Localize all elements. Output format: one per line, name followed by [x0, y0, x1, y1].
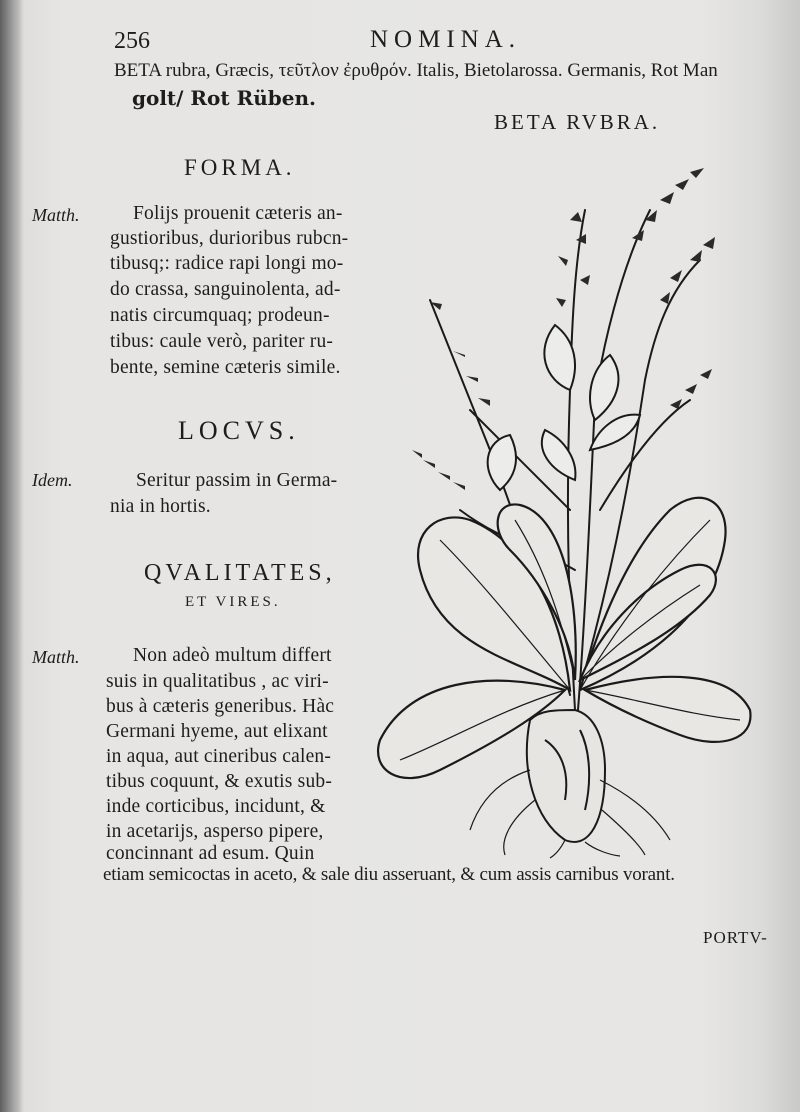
page-number: 256	[114, 28, 150, 54]
page-gutter-shadow	[0, 0, 24, 1112]
qualitates-line: Non adeò multum differt	[133, 645, 332, 666]
forma-line: Folijs prouenit cæteris an-	[133, 203, 343, 224]
forma-line: tibus: caule verò, pariter ru-	[110, 331, 334, 352]
forma-line: bente, semine cæteris simile.	[110, 357, 341, 378]
forma-line: tibusq;: radice rapi longi mo-	[110, 253, 344, 274]
qualitates-line: suis in qualitatibus , ac viri-	[106, 671, 329, 692]
qualitates-line: inde corticibus, incidunt, &	[106, 796, 326, 817]
beta-rubra-woodcut-illustration	[370, 150, 760, 860]
locus-line: nia in hortis.	[110, 496, 211, 517]
margin-note-forma: Matth.	[32, 205, 80, 225]
section-heading-locus: LOCVS.	[178, 416, 300, 445]
qualitates-line: bus à cæteris generibus. Hàc	[106, 696, 335, 717]
forma-line: natis circumquaq; prodeun-	[110, 305, 330, 326]
margin-note-locus: Idem.	[32, 470, 73, 490]
section-subheading-vires: ET VIRES.	[185, 594, 281, 610]
section-heading-forma: FORMA.	[184, 155, 296, 180]
qualitates-line: Germani hyeme, aut elixant	[106, 721, 328, 742]
figure-caption: BETA RVBRA.	[494, 110, 661, 134]
nomina-line-2: golt/ Rot Rüben.	[132, 86, 316, 110]
forma-line: gustioribus, durioribus rubcn-	[110, 228, 349, 249]
running-title: NOMINA.	[370, 26, 522, 53]
qualitates-last-line: etiam semicoctas in aceto, & sale diu asseruant, & cum assis carnibus vorant.	[103, 864, 675, 885]
qualitates-line: concinnant ad esum. Quin	[106, 843, 315, 864]
margin-note-qualitates: Matth.	[32, 647, 80, 667]
section-heading-qualitates: QVALITATES,	[144, 560, 336, 586]
qualitates-line: tibus coquunt, & exutis sub-	[106, 771, 333, 792]
nomina-line-1: BETA rubra, Græcis, τεῦτλον ἐρυθρόν. Italis, Bietolarossa. Germanis, Rot Man	[114, 60, 718, 81]
qualitates-line: in aqua, aut cineribus calen-	[106, 746, 332, 767]
locus-line: Seritur passim in Germa-	[136, 470, 338, 491]
qualitates-line: in acetarijs, asperso pipere,	[106, 821, 324, 842]
forma-line: do crassa, sanguinolenta, ad-	[110, 279, 341, 300]
catchword: PORTV-	[703, 928, 768, 947]
